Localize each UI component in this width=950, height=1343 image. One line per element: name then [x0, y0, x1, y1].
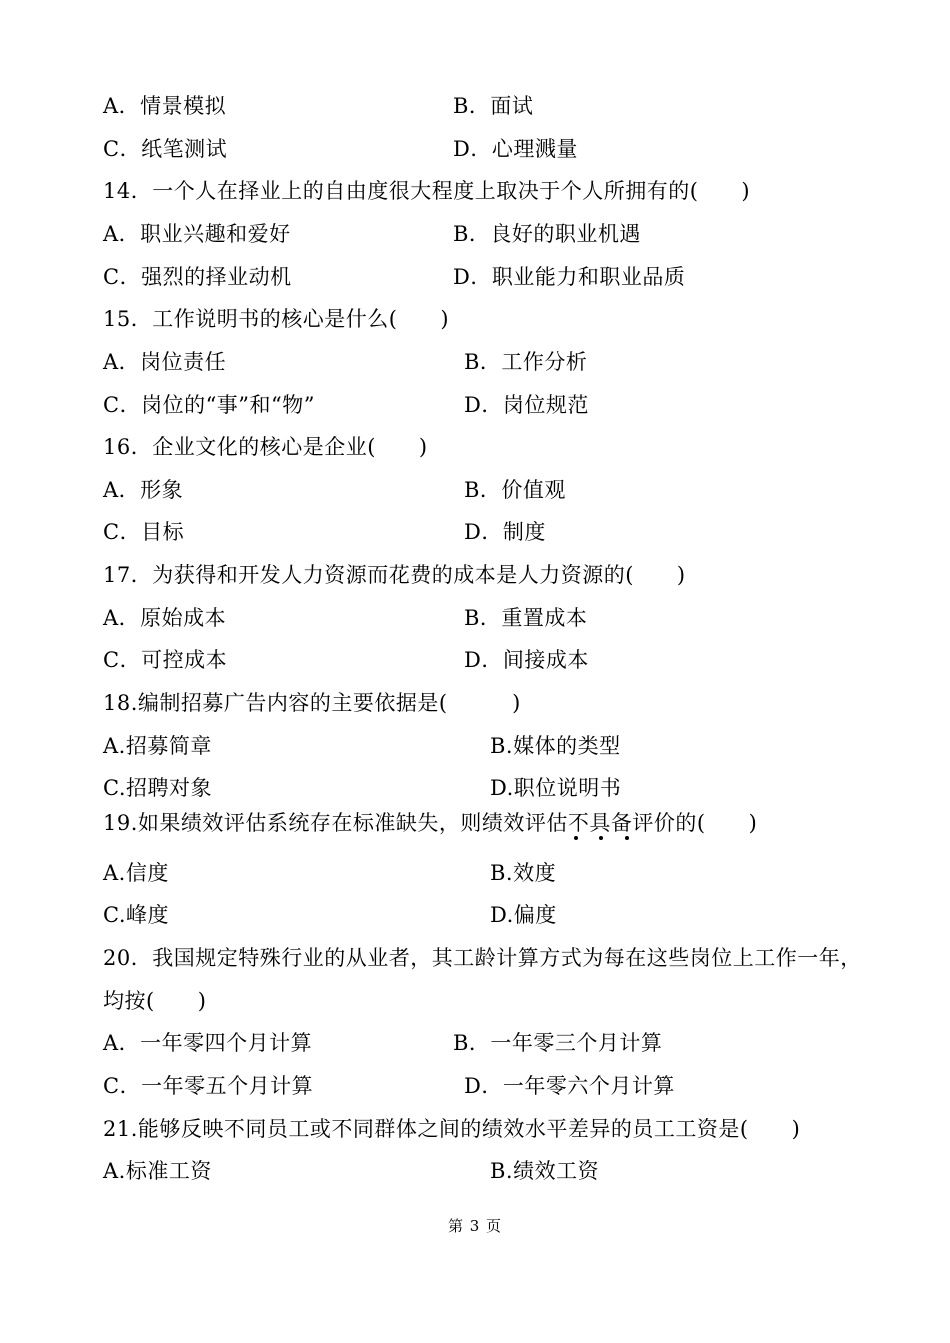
- q17-option-a: A．原始成本: [103, 606, 227, 630]
- q15-option-d: D．岗位规范: [464, 393, 589, 417]
- q18-stem: 18.编制招募广告内容的主要依据是( ): [103, 691, 521, 715]
- q17-stem: 17．为获得和开发人力资源而花费的成本是人力资源的( ): [103, 563, 686, 587]
- q20-option-b: B．一年零三个月计算: [453, 1031, 663, 1055]
- q16-option-b: B．价值观: [464, 478, 566, 502]
- q13-option-c: C．纸笔测试: [103, 137, 228, 161]
- q20-stem-line1: 20．我国规定特殊行业的从业者，其工龄计算方式为每在这些岗位上工作一年，: [103, 946, 862, 970]
- q20-stem-line2: 均按( ): [103, 989, 207, 1013]
- q14-option-a: A．职业兴趣和爱好: [103, 222, 291, 246]
- q14-option-d: D．职业能力和职业品质: [453, 265, 686, 289]
- q13-option-b: B．面试: [453, 94, 534, 118]
- q17-option-b: B．重置成本: [464, 606, 588, 630]
- emphasis-dots: [572, 832, 652, 842]
- q21-option-a: A.标准工资: [103, 1159, 212, 1183]
- q20-option-d: D．一年零六个月计算: [464, 1074, 675, 1098]
- q15-option-a: A．岗位责任: [103, 350, 227, 374]
- q18-option-a: A.招募简章: [103, 734, 212, 758]
- q15-option-c: C．岗位的“事”和“物”: [103, 393, 316, 417]
- q16-stem: 16．企业文化的核心是企业( ): [103, 435, 428, 459]
- q14-option-c: C．强烈的择业动机: [103, 265, 292, 289]
- q15-stem: 15．工作说明书的核心是什么( ): [103, 307, 450, 331]
- q16-option-a: A．形象: [103, 478, 184, 502]
- q17-option-d: D．间接成本: [464, 648, 589, 672]
- q19-option-c: C.峰度: [103, 903, 169, 927]
- page-number: 第 3 页: [447, 1217, 503, 1235]
- q20-option-a: A．一年零四个月计算: [103, 1031, 313, 1055]
- q14-stem: 14．一个人在择业上的自由度很大程度上取决于个人所拥有的( ): [103, 179, 751, 203]
- q17-option-c: C．可控成本: [103, 648, 228, 672]
- q19-option-a: A.信度: [103, 861, 169, 885]
- q19-option-b: B.效度: [490, 861, 557, 885]
- q21-stem: 21.能够反映不同员工或不同群体之间的绩效水平差异的员工工资是( ): [103, 1117, 801, 1141]
- q18-option-b: B.媒体的类型: [490, 734, 621, 758]
- q14-option-b: B．良好的职业机遇: [453, 222, 641, 246]
- q13-option-a: A．情景模拟: [103, 94, 227, 118]
- q19-stem: 19.如果绩效评估系统存在标准缺失，则绩效评估不具备评价的( ): [103, 811, 758, 835]
- q16-option-d: D．制度: [464, 520, 546, 544]
- q21-option-b: B.绩效工资: [490, 1159, 600, 1183]
- q18-option-c: C.招聘对象: [103, 776, 212, 800]
- q16-option-c: C．目标: [103, 520, 185, 544]
- q20-option-c: C．一年零五个月计算: [103, 1074, 314, 1098]
- q18-option-d: D.职位说明书: [490, 776, 622, 800]
- q13-option-d: D．心理溅量: [453, 137, 578, 161]
- q15-option-b: B．工作分析: [464, 350, 588, 374]
- q19-option-d: D.偏度: [490, 903, 557, 927]
